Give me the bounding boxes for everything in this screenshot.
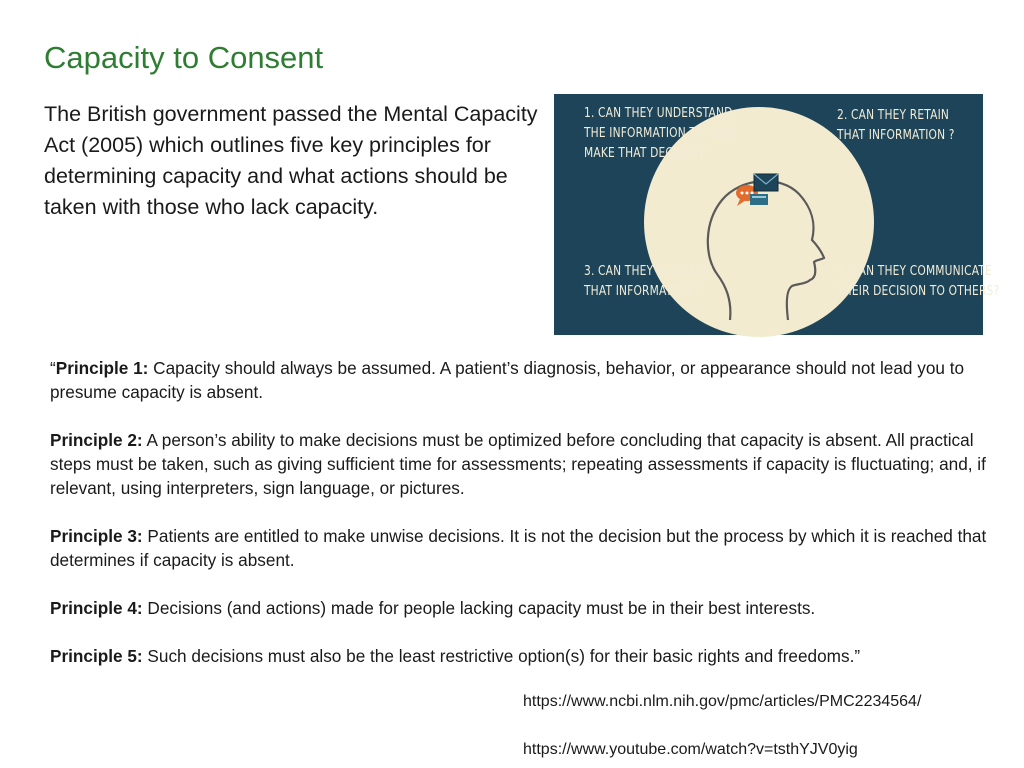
principle-label: Principle 2: [50, 430, 143, 450]
principle-label: Principle 3: [50, 526, 143, 546]
book-icon [750, 194, 768, 205]
question-1: 1. CAN THEY UNDERSTAND THE INFORMATION TO HELP MAKE THAT DECISION ? [584, 106, 736, 161]
principle-5 [50, 644, 995, 668]
slide-title: Capacity to Consent [44, 40, 324, 75]
capacity-questions-image [554, 94, 1000, 335]
envelope-icon [754, 174, 778, 191]
principle-3 [50, 524, 995, 572]
source-link-youtube[interactable]: https://www.youtube.com/watch?v=tsthYJV0yig [523, 741, 858, 758]
principles-list [50, 356, 995, 692]
principle-1 [50, 356, 995, 404]
intro-paragraph: The British government passed the Mental Capacity Act (2005) which outlines five key principles for determining capacity and what actions should be taken with those who lack capacity. [44, 102, 538, 219]
principle-label: Principle 5: [50, 646, 143, 666]
source-link-ncbi[interactable]: https://www.ncbi.nlm.nih.gov/pmc/articles/PMC2234564/ [523, 693, 922, 710]
principle-2 [50, 428, 995, 500]
principle-label: Principle 4: [50, 598, 143, 618]
principle-text: Decisions (and actions) made for people lacking capacity must be in their best interests. [142, 598, 816, 618]
principle-text: Capacity should always be assumed. A patient’s diagnosis, behavior, or appearance should not lead you to presume capacity is absent. [50, 358, 965, 402]
opening-quote: “ [50, 358, 56, 378]
principle-text: Such decisions must also be the least restrictive option(s) for their basic rights and freedoms.” [142, 646, 861, 666]
principle-text: A person’s ability to make decisions must be optimized before concluding that capacity is absent. All practical steps must be taken, such as giving sufficient time for assessments; repeating assessments if capacity is fluctuating; and, if relevant, using interpreters, sign language, or pictures. [50, 430, 986, 498]
principle-label: Principle 1: [55, 358, 149, 378]
question-4: 4. CAN THEY COMMUNICATE THEIR DECISION TO OTHERS? [837, 264, 1000, 299]
principle-4 [50, 596, 995, 620]
question-3: 3. CAN THEY WEIGH UP THAT INFORMATION ? [584, 264, 713, 299]
principle-text: Patients are entitled to make unwise decisions. It is not the decision but the process by which it is reached that determines if capacity is absent. [50, 526, 987, 570]
question-2: 2. CAN THEY RETAIN THAT INFORMATION ? [837, 108, 955, 143]
